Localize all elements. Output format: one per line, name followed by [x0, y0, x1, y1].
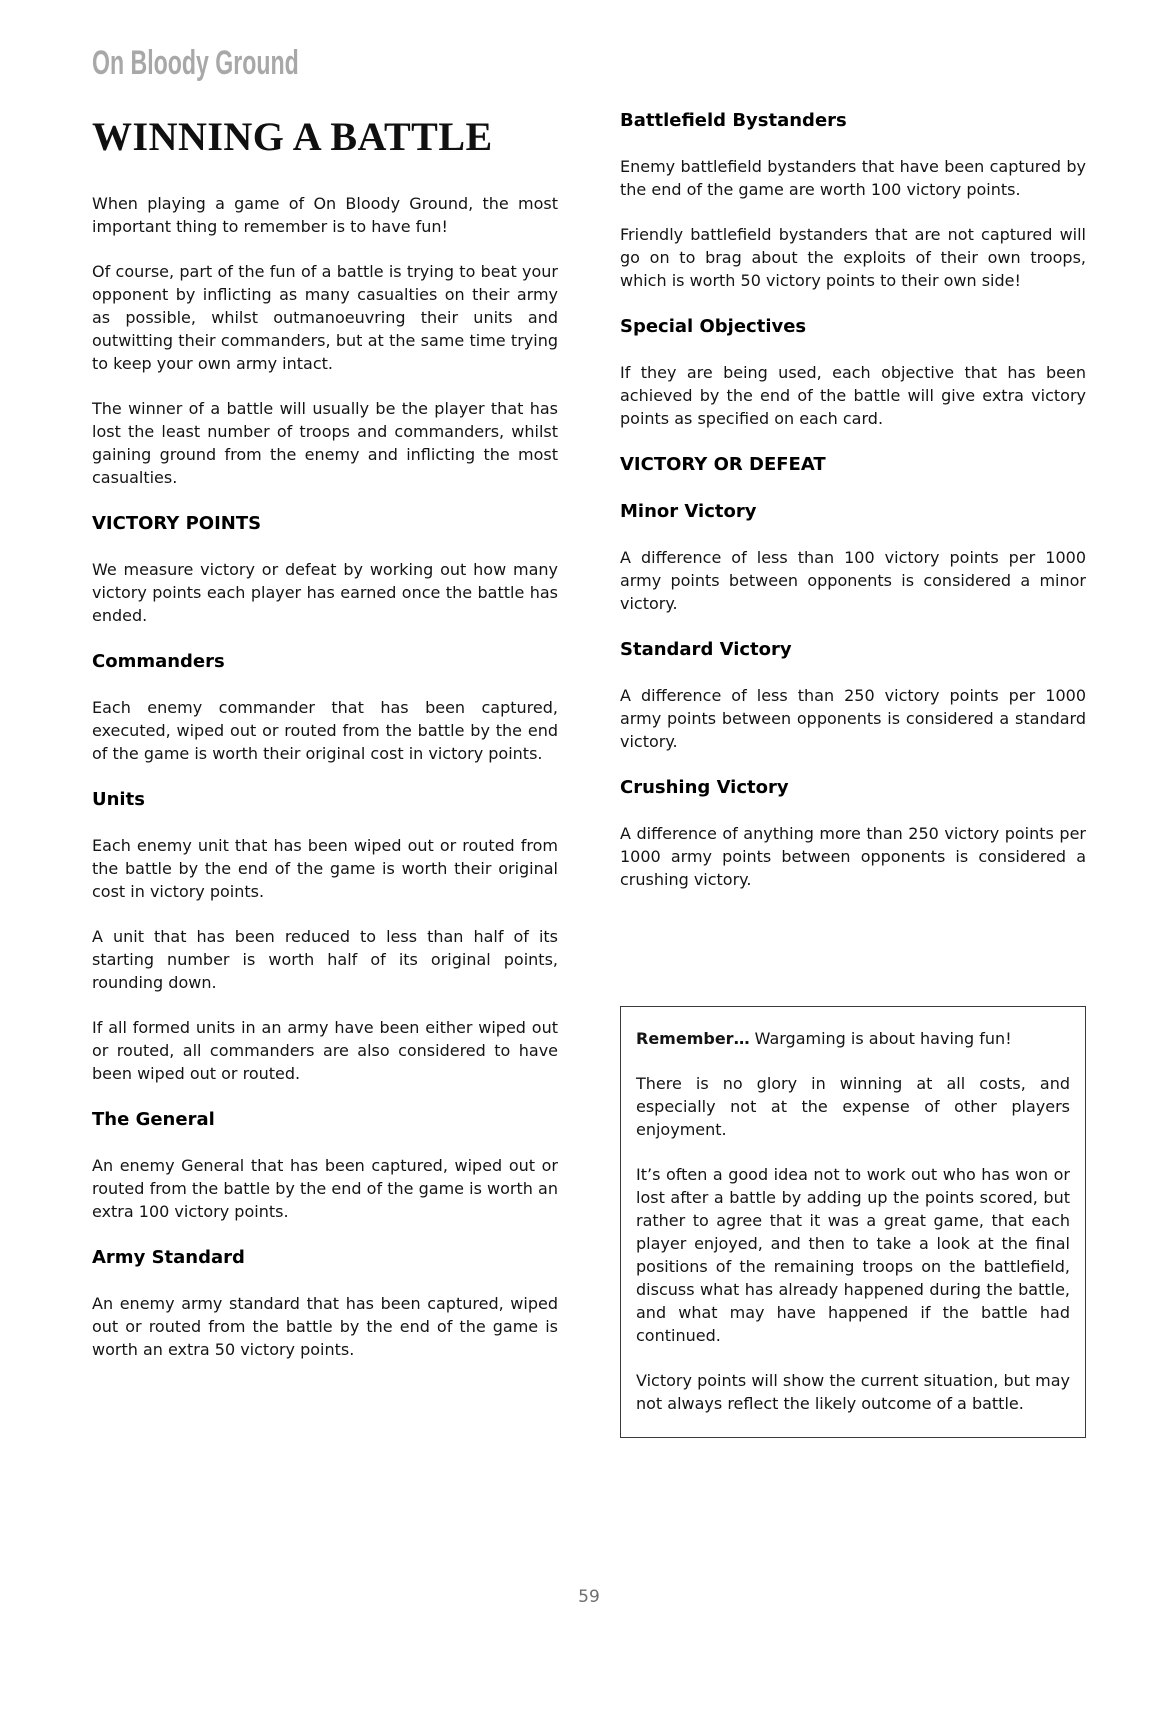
remember-lead-line: [636, 1027, 1070, 1050]
paragraph-special-objectives: If they are being used, each objective that has been achieved by the end of the battle will give extra victory points as specified on each card.: [620, 363, 1086, 428]
remember-lead-bold: Remember…: [636, 1029, 750, 1048]
paragraph-friendly-bystanders: Friendly battlefield bystanders that are not captured will go on to brag about the exploits of their own troops, which is worth 50 victory points to their own side!: [620, 225, 1086, 290]
remember-callout-box: [620, 1006, 1086, 1438]
page-number: 59: [578, 1587, 600, 1607]
heading-special-objectives: Special Objectives: [620, 316, 807, 337]
paragraph-winner: The winner of a battle will usually be the player that has lost the least number of troops and commanders, whilst gaining ground from the enemy and inflicting the most casualties.: [92, 399, 558, 487]
page-title: WINNING A BATTLE: [92, 114, 493, 159]
right-column: [620, 0, 1086, 1438]
paragraph-units-half: A unit that has been reduced to less than half of its starting number is worth half of its original points, rounding down.: [92, 927, 558, 992]
paragraph-units-worth: Each enemy unit that has been wiped out or routed from the battle by the end of the game is worth their original cost in victory points.: [92, 836, 558, 901]
paragraph-crushing-victory: A difference of anything more than 250 victory points per 1000 army points between opponents is considered a crushing victory.: [620, 824, 1086, 889]
heading-the-general: The General: [92, 1109, 215, 1130]
book-header-logo: On Bloody Ground: [92, 44, 299, 82]
paragraph-standard-victory: A difference of less than 250 victory points per 1000 army points between opponents is considered a standard victory.: [620, 686, 1086, 751]
heading-victory-or-defeat: VICTORY OR DEFEAT: [620, 454, 826, 475]
heading-army-standard: Army Standard: [92, 1247, 245, 1268]
heading-crushing-victory: Crushing Victory: [620, 777, 789, 798]
paragraph-intro: When playing a game of On Bloody Ground, the most important thing to remember is to have fun!: [92, 194, 558, 236]
paragraph-commanders: Each enemy commander that has been captured, executed, wiped out or routed from the battle by the end of the game is worth their original cost in victory points.: [92, 698, 558, 763]
paragraph-army-standard: An enemy army standard that has been captured, wiped out or routed from the battle by the end of the game is worth an extra 50 victory points.: [92, 1294, 558, 1359]
heading-commanders: Commanders: [92, 651, 225, 672]
paragraph-enemy-bystanders: Enemy battlefield bystanders that have been captured by the end of the game are worth 100 victory points.: [620, 157, 1086, 199]
left-column: [92, 0, 558, 1383]
remember-paragraph-victory-points: Victory points will show the current situation, but may not always reflect the likely outcome of a battle.: [636, 1371, 1070, 1413]
heading-victory-points: VICTORY POINTS: [92, 513, 262, 534]
remember-paragraph-good-idea: It’s often a good idea not to work out who has won or lost after a battle by adding up the points scored, but rather to agree that it was a great game, that each player enjoyed, and then to take a look at the final positions of the remaining troops on the battlefield, discuss what has already happened during the battle, and what may have happened if the battle had continued.: [636, 1165, 1070, 1345]
remember-lead-rest: Wargaming is about having fun!: [749, 1029, 1012, 1048]
remember-paragraph-no-glory: There is no glory in winning at all costs, and especially not at the expense of other players enjoyment.: [636, 1074, 1070, 1139]
paragraph-minor-victory: A difference of less than 100 victory points per 1000 army points between opponents is considered a minor victory.: [620, 548, 1086, 613]
paragraph-fun-of-battle: Of course, part of the fun of a battle is trying to beat your opponent by inflicting as many casualties on their army as possible, whilst outmanoeuvring their units and outwitting their commanders, but at the same time trying to keep your own army intact.: [92, 262, 558, 373]
heading-battlefield-bystanders: Battlefield Bystanders: [620, 110, 847, 131]
heading-minor-victory: Minor Victory: [620, 501, 757, 522]
heading-units: Units: [92, 789, 145, 810]
heading-standard-victory: Standard Victory: [620, 639, 792, 660]
paragraph-units-all-formed: If all formed units in an army have been either wiped out or routed, all commanders are also considered to have been wiped out or routed.: [92, 1018, 558, 1083]
paragraph-general: An enemy General that has been captured, wiped out or routed from the battle by the end of the game is worth an extra 100 victory points.: [92, 1156, 558, 1221]
paragraph-measure-victory: We measure victory or defeat by working out how many victory points each player has earned once the battle has ended.: [92, 560, 558, 625]
